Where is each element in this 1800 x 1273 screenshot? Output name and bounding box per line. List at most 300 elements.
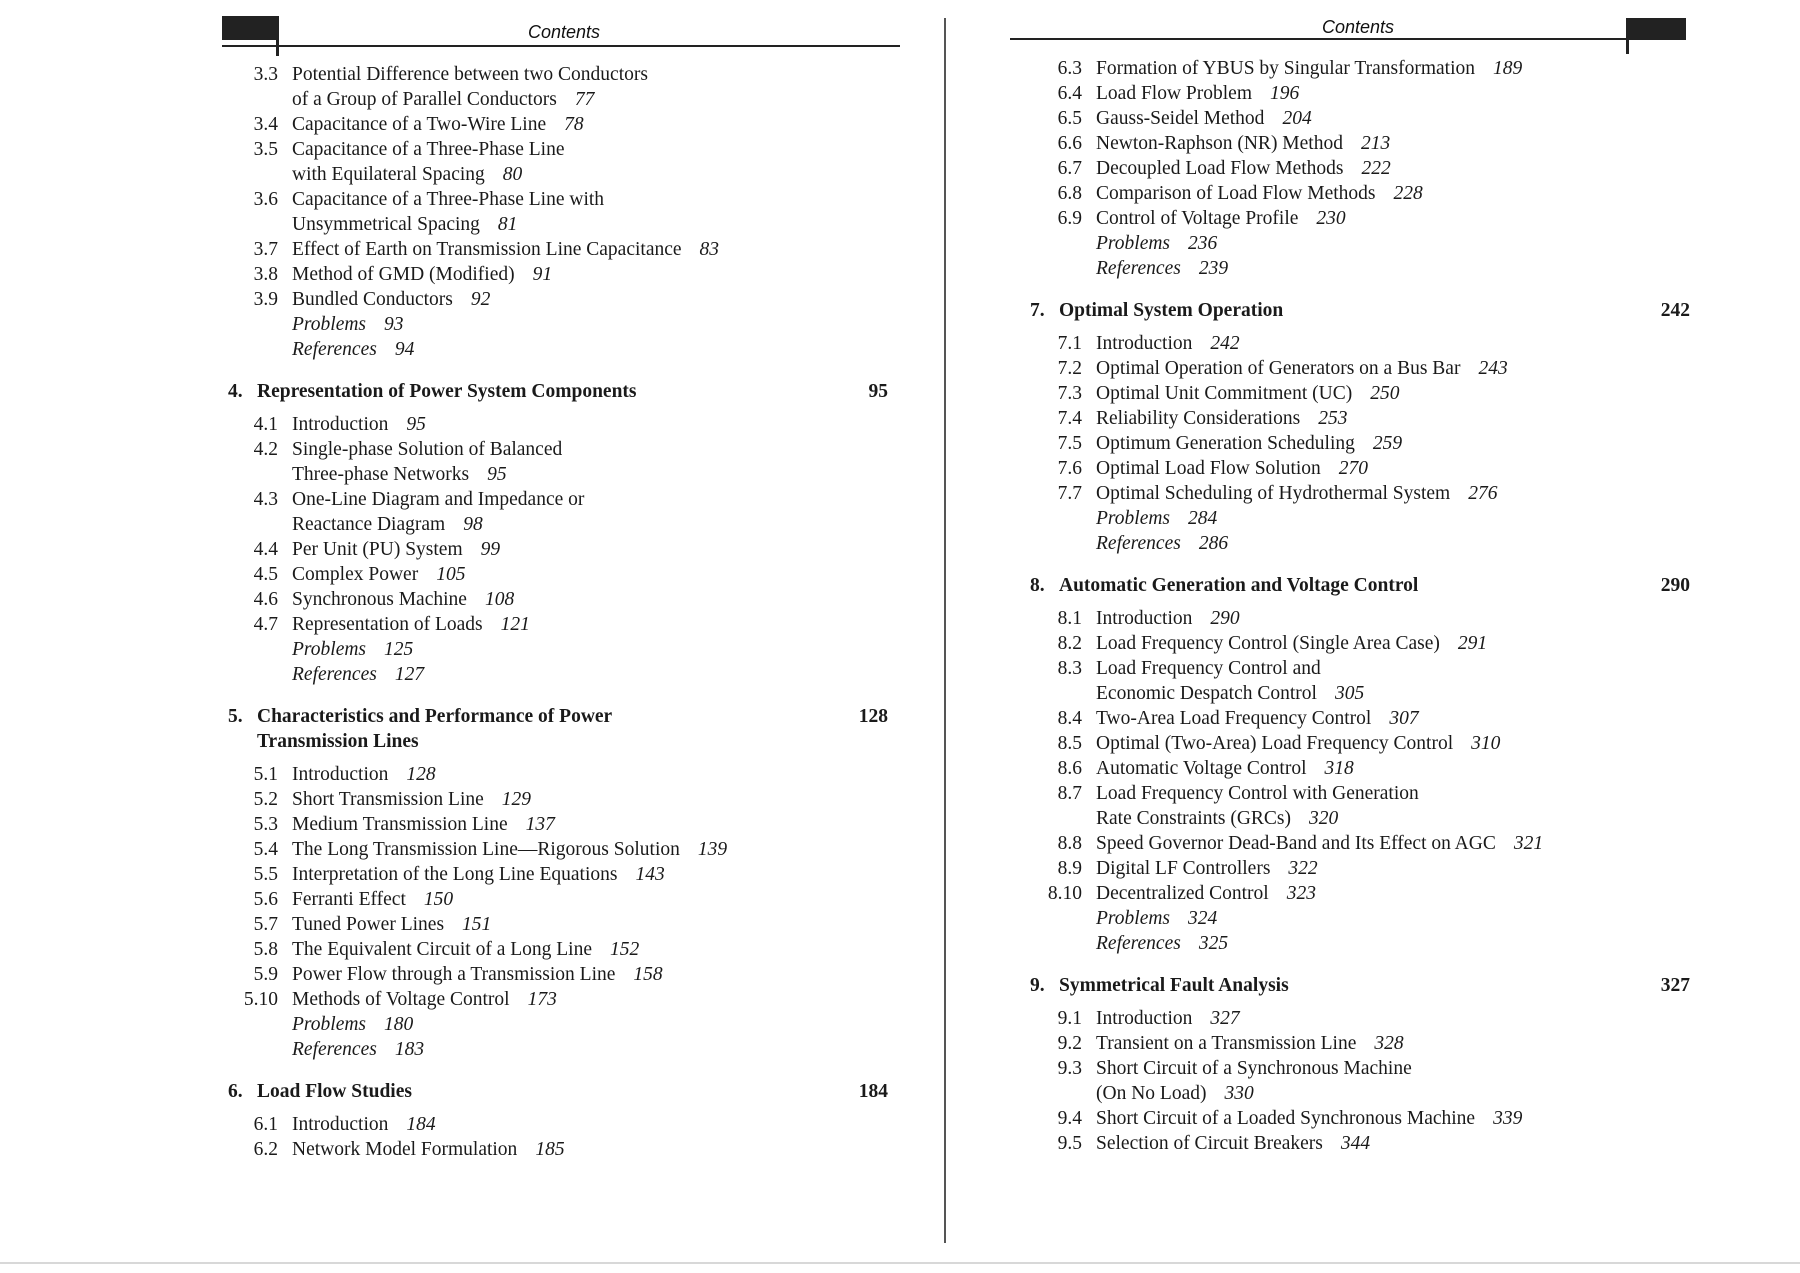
section-title-line-with-page xyxy=(1096,831,1543,856)
page-number: 80 xyxy=(502,164,523,185)
section-title xyxy=(292,112,584,137)
page-number: 204 xyxy=(1282,108,1312,129)
page-number: 78 xyxy=(564,114,584,135)
section-number: 7.7 xyxy=(1057,483,1082,504)
page-number: 127 xyxy=(394,664,425,685)
toc-entry xyxy=(228,987,888,1012)
section-number: 6.2 xyxy=(253,1139,278,1160)
toc-entry xyxy=(1030,381,1690,406)
section-title-line-with-page xyxy=(292,462,562,487)
section-title-line: Method of GMD (Modified) xyxy=(292,264,515,285)
section-title-line-with-page xyxy=(1096,1106,1522,1131)
section-title-line-with-page xyxy=(1096,731,1500,756)
page-number: 324 xyxy=(1188,908,1218,929)
section-title-line: Selection of Circuit Breakers xyxy=(1096,1133,1323,1154)
back-matter-label: Problems xyxy=(1096,908,1171,929)
section-title-line: Complex Power xyxy=(292,564,419,585)
section-title-line-with-page xyxy=(292,887,453,912)
toc-entry xyxy=(1030,831,1690,856)
section-title-line-with-page xyxy=(292,812,555,837)
section-title-line: Decentralized Control xyxy=(1096,883,1269,904)
section-title-line: Potential Difference between two Conductors xyxy=(292,64,648,85)
section-title xyxy=(1096,1131,1370,1156)
section-title-line: Optimal Operation of Generators on a Bus Bar xyxy=(1096,358,1461,379)
page-number: 250 xyxy=(1370,383,1400,404)
section-title xyxy=(292,487,584,537)
section-number: 8.10 xyxy=(1047,883,1082,904)
toc-entry xyxy=(1030,56,1690,81)
page-number: 105 xyxy=(436,564,466,585)
page-number: 213 xyxy=(1360,133,1391,154)
section-title xyxy=(1096,706,1419,731)
toc-entry xyxy=(228,812,888,837)
section-title-line: Power Flow through a Transmission Line xyxy=(292,964,616,985)
toc-back-matter xyxy=(1030,256,1690,281)
page-number: 183 xyxy=(394,1039,425,1060)
section-title-line: Interpretation of the Long Line Equations xyxy=(292,864,618,885)
section-title xyxy=(292,612,530,637)
section-number: 8.4 xyxy=(1057,708,1082,729)
page-number: 151 xyxy=(462,914,492,935)
section-title-line-with-page xyxy=(292,987,557,1012)
chapter-heading xyxy=(1030,298,1690,323)
section-title-line-with-page xyxy=(292,162,565,187)
section-number: 3.3 xyxy=(253,64,278,85)
section-title-line: Introduction xyxy=(292,764,389,785)
chapter-page-number: 242 xyxy=(1660,300,1690,321)
chapter-title-line: Transmission Lines xyxy=(257,731,419,752)
toc-back-matter xyxy=(1030,231,1690,256)
toc-entry xyxy=(1030,1106,1690,1131)
left-running-header xyxy=(0,0,952,60)
section-title xyxy=(1096,481,1497,506)
page-number: 242 xyxy=(1210,333,1240,354)
section-title-line-with-page xyxy=(1096,631,1487,656)
toc-entry xyxy=(228,787,888,812)
section-title xyxy=(292,537,500,562)
section-number: 4.6 xyxy=(253,589,278,610)
section-title xyxy=(1096,431,1402,456)
section-title-line: Load Frequency Control with Generation xyxy=(1096,783,1419,804)
section-title-line-with-page xyxy=(292,87,648,112)
right-page xyxy=(952,0,1800,1273)
page-number: 95 xyxy=(487,464,507,485)
section-number: 5.10 xyxy=(243,989,278,1010)
toc-entry xyxy=(1030,1131,1690,1156)
section-title-line: Automatic Voltage Control xyxy=(1096,758,1307,779)
section-number: 8.3 xyxy=(1057,658,1082,679)
section-title-line-with-page xyxy=(1096,681,1364,706)
section-number: 4.1 xyxy=(253,414,278,435)
section-title-line-with-page xyxy=(1096,856,1318,881)
toc-entry xyxy=(228,887,888,912)
section-number: 8.7 xyxy=(1057,783,1082,804)
section-title-line-with-page xyxy=(1096,431,1402,456)
page-number: 139 xyxy=(697,839,728,860)
section-title xyxy=(292,137,565,187)
section-number: 4.4 xyxy=(253,539,278,560)
back-matter-label: Problems xyxy=(292,639,367,660)
section-number: 5.4 xyxy=(253,839,278,860)
section-title-line-with-page xyxy=(1096,81,1299,106)
chapter-page-number: 184 xyxy=(858,1081,888,1102)
section-title-line: Network Model Formulation xyxy=(292,1139,518,1160)
back-matter-label: References xyxy=(292,339,377,360)
section-title-line: Optimal Unit Commitment (UC) xyxy=(1096,383,1353,404)
section-title-line-with-page xyxy=(292,112,584,137)
section-title-line-with-page xyxy=(1096,756,1354,781)
section-title-line-with-page xyxy=(1096,381,1399,406)
chapter-number: 6. xyxy=(228,1081,243,1102)
toc-entry xyxy=(228,1112,888,1137)
toc-entry xyxy=(228,837,888,862)
section-number: 6.6 xyxy=(1057,133,1082,154)
section-title xyxy=(1096,156,1391,181)
section-title xyxy=(292,437,562,487)
section-title-line-with-page xyxy=(292,937,639,962)
toc-entry xyxy=(228,562,888,587)
section-title-line-with-page xyxy=(1096,706,1419,731)
section-title-line: Comparison of Load Flow Methods xyxy=(1096,183,1376,204)
back-matter-label: References xyxy=(1096,933,1181,954)
page-number: 94 xyxy=(394,339,415,360)
page-number: 150 xyxy=(423,889,454,910)
section-title-line-with-page xyxy=(292,1137,565,1162)
page-number: 98 xyxy=(463,514,483,535)
page-number: 323 xyxy=(1286,883,1316,904)
page-number: 290 xyxy=(1210,608,1240,629)
right-header-rule xyxy=(1010,38,1686,40)
section-title xyxy=(292,912,491,937)
back-matter-label: References xyxy=(292,1039,377,1060)
toc-back-matter xyxy=(228,337,888,362)
section-title xyxy=(292,287,490,312)
section-title xyxy=(1096,81,1299,106)
section-title-line: Introduction xyxy=(1096,1008,1193,1029)
section-title xyxy=(1096,1031,1404,1056)
toc-back-matter xyxy=(228,662,888,687)
section-title xyxy=(1096,131,1390,156)
section-title xyxy=(1096,631,1487,656)
section-title-line: Short Transmission Line xyxy=(292,789,484,810)
chapter-title-line: Symmetrical Fault Analysis xyxy=(1059,975,1289,996)
section-title-line: with Equilateral Spacing xyxy=(292,164,485,185)
page-number: 77 xyxy=(574,89,595,110)
chapter-title xyxy=(257,1079,412,1104)
section-title-line: Capacitance of a Three-Phase Line xyxy=(292,139,565,160)
chapter-number: 7. xyxy=(1030,300,1045,321)
toc-entry xyxy=(228,937,888,962)
section-title-line-with-page xyxy=(292,287,490,312)
section-number: 5.6 xyxy=(253,889,278,910)
chapter-title-line: Representation of Power System Components xyxy=(257,381,637,402)
toc-entry xyxy=(228,537,888,562)
chapter-page-number: 95 xyxy=(868,381,888,402)
section-title xyxy=(1096,381,1399,406)
section-title xyxy=(1096,331,1240,356)
section-title-line: Transient on a Transmission Line xyxy=(1096,1033,1357,1054)
toc-entry xyxy=(228,762,888,787)
section-title-line-with-page xyxy=(292,512,584,537)
toc-entry xyxy=(228,862,888,887)
chapter-heading xyxy=(1030,973,1690,998)
section-number: 4.2 xyxy=(253,439,278,460)
section-title xyxy=(1096,756,1354,781)
section-title-line: Introduction xyxy=(1096,333,1193,354)
chapter-title-line: Load Flow Studies xyxy=(257,1081,412,1102)
page-number: 143 xyxy=(635,864,665,885)
toc-entry xyxy=(228,412,888,437)
section-title-line-with-page xyxy=(1096,806,1419,831)
left-toc xyxy=(228,62,888,1162)
section-title-line: Load Flow Problem xyxy=(1096,83,1252,104)
back-matter-label: References xyxy=(1096,258,1181,279)
section-title xyxy=(1096,831,1543,856)
section-number: 5.8 xyxy=(253,939,278,960)
back-matter-label: Problems xyxy=(1096,508,1171,529)
section-title-line: Unsymmetrical Spacing xyxy=(292,214,480,235)
section-title xyxy=(1096,181,1423,206)
toc-entry xyxy=(1030,1056,1690,1106)
section-title-line: Representation of Loads xyxy=(292,614,483,635)
section-title-line: Tuned Power Lines xyxy=(292,914,445,935)
section-title-line: Introduction xyxy=(292,1114,389,1135)
toc-entry xyxy=(228,437,888,487)
page-number: 239 xyxy=(1198,258,1229,279)
page-number: 230 xyxy=(1316,208,1346,229)
toc-entry xyxy=(1030,106,1690,131)
section-title-line: Load Frequency Control (Single Area Case) xyxy=(1096,633,1440,654)
page-number: 243 xyxy=(1478,358,1508,379)
section-title-line-with-page xyxy=(292,212,604,237)
toc-entry xyxy=(228,262,888,287)
toc-entry xyxy=(1030,881,1690,906)
page-number: 128 xyxy=(406,764,436,785)
section-title-line: (On No Load) xyxy=(1096,1083,1207,1104)
page-number: 320 xyxy=(1309,808,1339,829)
page-number: 330 xyxy=(1224,1083,1254,1104)
section-title-line: Medium Transmission Line xyxy=(292,814,508,835)
chapter-heading xyxy=(228,704,888,754)
page-number: 152 xyxy=(610,939,640,960)
section-title-line: Methods of Voltage Control xyxy=(292,989,510,1010)
toc-entry xyxy=(1030,606,1690,631)
section-title-line: Introduction xyxy=(292,414,389,435)
section-title-line-with-page xyxy=(292,262,552,287)
page-number: 228 xyxy=(1393,183,1423,204)
section-title-line: Digital LF Controllers xyxy=(1096,858,1271,879)
section-number: 8.1 xyxy=(1057,608,1082,629)
page-number: 129 xyxy=(501,789,532,810)
section-title-line: Reliability Considerations xyxy=(1096,408,1301,429)
toc-entry xyxy=(1030,481,1690,506)
page-number: 91 xyxy=(532,264,553,285)
toc-entry xyxy=(1030,81,1690,106)
section-title-line: Formation of YBUS by Singular Transformation xyxy=(1096,58,1475,79)
section-title-line: Short Circuit of a Loaded Synchronous Machine xyxy=(1096,1108,1476,1129)
section-number: 5.2 xyxy=(253,789,278,810)
section-title-line-with-page xyxy=(1096,1006,1240,1031)
page-number: 321 xyxy=(1513,833,1544,854)
section-number: 6.3 xyxy=(1057,58,1082,79)
chapter-heading xyxy=(1030,573,1690,598)
toc-entry xyxy=(228,487,888,537)
chapter-title-line: Characteristics and Performance of Power xyxy=(257,706,613,727)
section-title xyxy=(292,762,436,787)
section-title-line: Introduction xyxy=(1096,608,1193,629)
chapter-number: 5. xyxy=(228,706,243,727)
page-number: 196 xyxy=(1270,83,1300,104)
section-title-line-with-page xyxy=(1096,106,1312,131)
section-number: 3.5 xyxy=(253,139,278,160)
section-number: 7.5 xyxy=(1057,433,1082,454)
section-title xyxy=(292,812,555,837)
page-number: 310 xyxy=(1471,733,1501,754)
section-title-line: Two-Area Load Frequency Control xyxy=(1096,708,1372,729)
header-corner-block xyxy=(222,16,278,40)
toc-entry xyxy=(1030,131,1690,156)
section-title-line-with-page xyxy=(292,1112,436,1137)
section-title-line: Per Unit (PU) System xyxy=(292,539,463,560)
toc-entry xyxy=(1030,456,1690,481)
chapter-number: 4. xyxy=(228,381,243,402)
section-title-line: The Equivalent Circuit of a Long Line xyxy=(292,939,592,960)
left-header-title: Contents xyxy=(528,22,601,42)
right-running-header xyxy=(952,0,1800,60)
toc-back-matter xyxy=(1030,931,1690,956)
page-number: 189 xyxy=(1493,58,1523,79)
section-number: 4.3 xyxy=(253,489,278,510)
page-number: 322 xyxy=(1288,858,1318,879)
toc-entry xyxy=(228,237,888,262)
section-title-line-with-page xyxy=(292,962,663,987)
header-corner-block xyxy=(1628,18,1686,40)
section-number: 8.9 xyxy=(1057,858,1082,879)
toc-entry xyxy=(1030,1031,1690,1056)
page-number: 276 xyxy=(1468,483,1498,504)
section-title-line-with-page xyxy=(1096,356,1508,381)
section-number: 4.5 xyxy=(253,564,278,585)
page-number: 325 xyxy=(1198,933,1229,954)
right-header-title: Contents xyxy=(1322,17,1395,37)
section-number: 9.5 xyxy=(1057,1133,1082,1154)
section-number: 7.6 xyxy=(1057,458,1082,479)
chapter-title-line: Automatic Generation and Voltage Control xyxy=(1059,575,1419,596)
page-number: 92 xyxy=(470,289,491,310)
page-number: 259 xyxy=(1372,433,1403,454)
toc-entry xyxy=(228,137,888,187)
section-title xyxy=(292,987,557,1012)
page-number: 81 xyxy=(497,214,518,235)
section-number: 6.8 xyxy=(1057,183,1082,204)
section-number: 8.5 xyxy=(1057,733,1082,754)
section-title-line: Economic Despatch Control xyxy=(1096,683,1317,704)
page-number: 253 xyxy=(1318,408,1348,429)
section-title xyxy=(1096,206,1346,231)
section-title-line: Ferranti Effect xyxy=(292,889,406,910)
section-title-line: Short Circuit of a Synchronous Machine xyxy=(1096,1058,1412,1079)
page-number: 270 xyxy=(1338,458,1369,479)
section-title-line-with-page xyxy=(292,412,426,437)
section-title xyxy=(292,937,639,962)
section-title-line: Reactance Diagram xyxy=(292,514,446,535)
section-title-line-with-page xyxy=(1096,56,1522,81)
page-number: 137 xyxy=(525,814,555,835)
section-title-line-with-page xyxy=(292,912,491,937)
toc-entry xyxy=(1030,331,1690,356)
chapter-heading xyxy=(228,379,888,404)
section-title xyxy=(292,962,663,987)
section-title xyxy=(292,62,648,112)
page-bottom-edge xyxy=(0,1262,1800,1264)
page-number: 286 xyxy=(1198,533,1229,554)
toc-entry xyxy=(1030,706,1690,731)
section-title xyxy=(1096,606,1240,631)
page-number: 222 xyxy=(1361,158,1391,179)
page-number: 236 xyxy=(1188,233,1218,254)
page-number: 328 xyxy=(1374,1033,1404,1054)
back-matter-label: Problems xyxy=(1096,233,1171,254)
toc-entry xyxy=(228,187,888,237)
section-title-line: Single-phase Solution of Balanced xyxy=(292,439,563,460)
page-number: 125 xyxy=(384,639,414,660)
section-number: 8.6 xyxy=(1057,758,1082,779)
left-header-rule xyxy=(222,45,900,47)
page-number: 307 xyxy=(1389,708,1419,729)
section-title xyxy=(1096,106,1312,131)
chapter-title xyxy=(1059,298,1283,323)
toc-back-matter xyxy=(1030,506,1690,531)
section-title xyxy=(1096,781,1419,831)
section-title-line-with-page xyxy=(1096,881,1316,906)
section-title xyxy=(1096,731,1500,756)
section-title-line: Control of Voltage Profile xyxy=(1096,208,1299,229)
section-title xyxy=(292,1112,436,1137)
section-title-line: Bundled Conductors xyxy=(292,289,453,310)
chapter-title-line: Optimal System Operation xyxy=(1059,300,1284,321)
back-matter-label: References xyxy=(1096,533,1181,554)
toc-entry xyxy=(1030,1006,1690,1031)
page-number: 158 xyxy=(633,964,663,985)
page-number: 83 xyxy=(699,239,720,260)
toc-entry xyxy=(228,587,888,612)
header-tick xyxy=(276,16,279,56)
section-title xyxy=(1096,881,1316,906)
section-title-line-with-page xyxy=(292,612,530,637)
toc-back-matter xyxy=(1030,906,1690,931)
toc-back-matter xyxy=(228,1012,888,1037)
section-title-line: Speed Governor Dead-Band and Its Effect on AGC xyxy=(1096,833,1496,854)
section-title-line: Optimal (Two-Area) Load Frequency Control xyxy=(1096,733,1454,754)
page-number: 327 xyxy=(1210,1008,1240,1029)
back-matter-label: References xyxy=(292,664,377,685)
section-number: 3.7 xyxy=(253,239,278,260)
section-title-line-with-page xyxy=(1096,131,1390,156)
section-number: 3.9 xyxy=(253,289,278,310)
section-number: 5.7 xyxy=(253,914,278,935)
section-title-line-with-page xyxy=(292,862,665,887)
section-number: 3.6 xyxy=(253,189,278,210)
section-title-line-with-page xyxy=(292,562,465,587)
section-title-line: Newton-Raphson (NR) Method xyxy=(1096,133,1343,154)
toc-entry xyxy=(1030,406,1690,431)
toc-entry xyxy=(1030,656,1690,706)
section-title-line-with-page xyxy=(1096,1031,1404,1056)
toc-entry xyxy=(1030,756,1690,781)
toc-entry xyxy=(228,1137,888,1162)
section-title-line-with-page xyxy=(292,762,436,787)
section-number: 6.4 xyxy=(1057,83,1082,104)
